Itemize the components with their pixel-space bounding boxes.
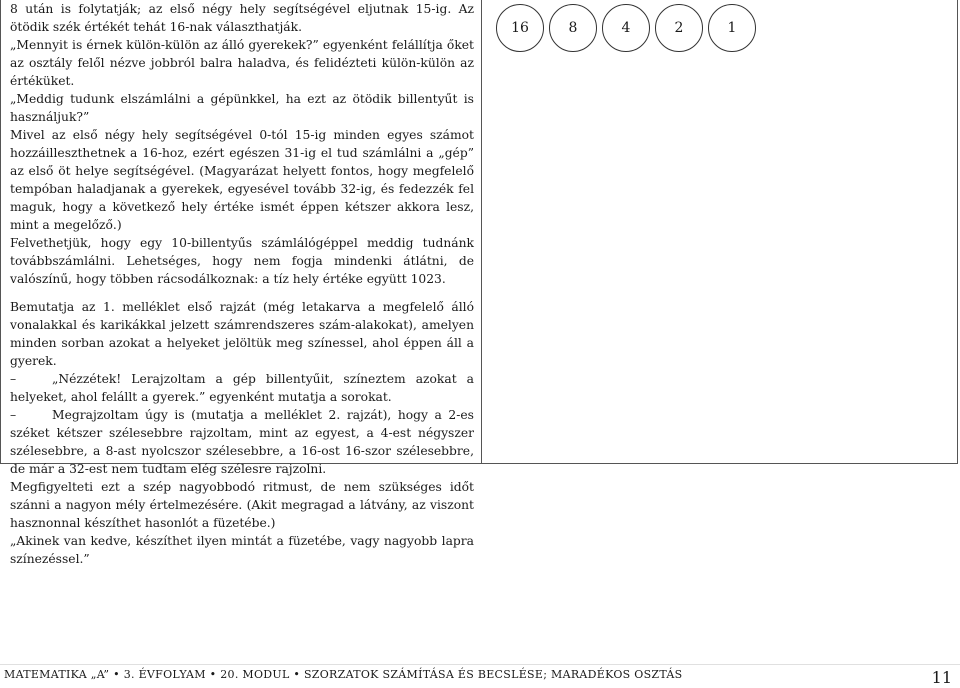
paragraph: Mivel az első négy hely segítségével 0-tól 15-ig minden egyes számot hozzáilleszthetnek a 16-hoz, ezért egészen 31-ig el tud számlálni a „gép” az első öt helye segítségével. (Magyarázat helyett fontos, hogy megfelelő tempóban haladjanak a gyerekek, egyesével tovább 32-ig, és fedezzék fel maguk, hogy a következő hely értéke ismét éppen kétszer akkora lesz, mint a megelőző.) [10,128,474,232]
column-divider [481,0,482,464]
footer-text: MATEMATIKA „A” • 3. ÉVFOLYAM • 20. MODUL • SZORZATOK SZÁMÍTÁSA ÉS BECSLÉSE; MARADÉKOS OSZTÁS [4,668,683,681]
dash-mark: – [10,408,17,422]
paragraph: Bemutatja az 1. melléklet első rajzát (még letakarva a megfelelő álló vonalakkal és karikákkal jelzett számrendszeres szám-alakokat), amelyen minden sorban azokat a helyeket jelöltük meg színessel, ahol éppen áll a gyerek. [10,300,474,368]
dash-paragraph [10,406,474,478]
dash-text: Megrajzoltam úgy is (mutatja a melléklet 2. rajzát), hogy a 2-es széket kétszer szélesebbre rajzoltam, mint az egyest, a 4-est négyszer szélesebbre, a 8-ast nyolcszor szélesebbre, a 16-ost 16-szor szélesebbre, de már a 32-est nem tudtam elég szélesre rajzolni. [10,408,474,476]
paragraph: Megfigyelteti ezt a szép nagyobbodó ritmust, de nem szükséges időt szánni a nagyon mély értelmezésére. (Akit megragad a látvány, az viszont hasznonnal készíthet hasonlót a füzetébe.) [10,480,474,530]
paragraph: Felvethetjük, hogy egy 10-billentyűs számlálógéppel meddig tudnánk továbbszámlálni. Lehetséges, hogy nem fogja mindenki átlátni, de valószínű, hogy többen rácsodálkoznak: a tíz hely értéke együtt 1023. [10,236,474,286]
place-circle: 4 [602,4,650,52]
paragraph: 8 után is folytatják; az első négy hely segítségével eljutnak 15-ig. Az ötödik szék értékét tehát 16-nak választhatják. [10,2,474,34]
paragraph: „Mennyit is érnek külön-külön az álló gyerekek?” egyenként felállítja őket az osztály felől nézve jobbról balra haladva, és felidézteti külön-külön az értéküket. [10,38,474,88]
text-column [10,0,474,568]
dash-mark: – [10,372,17,386]
footer-rule [0,664,960,665]
place-circle: 8 [549,4,597,52]
place-circle: 1 [708,4,756,52]
paragraph: „Akinek van kedve, készíthet ilyen mintát a füzetébe, vagy nagyobb lapra színezéssel.” [10,534,474,566]
paragraph: „Meddig tudunk elszámlálni a gépünkkel, ha ezt az ötödik billentyűt is használjuk?” [10,92,474,124]
place-circle: 2 [655,4,703,52]
place-circle: 16 [496,4,544,52]
page-number: 11 [931,668,952,687]
dash-text: „Nézzétek! Lerajzoltam a gép billentyűit, színeztem azokat a helyeket, ahol felállt a gyerek.” egyenként mutatja a sorokat. [10,372,474,404]
dash-paragraph [10,370,474,406]
